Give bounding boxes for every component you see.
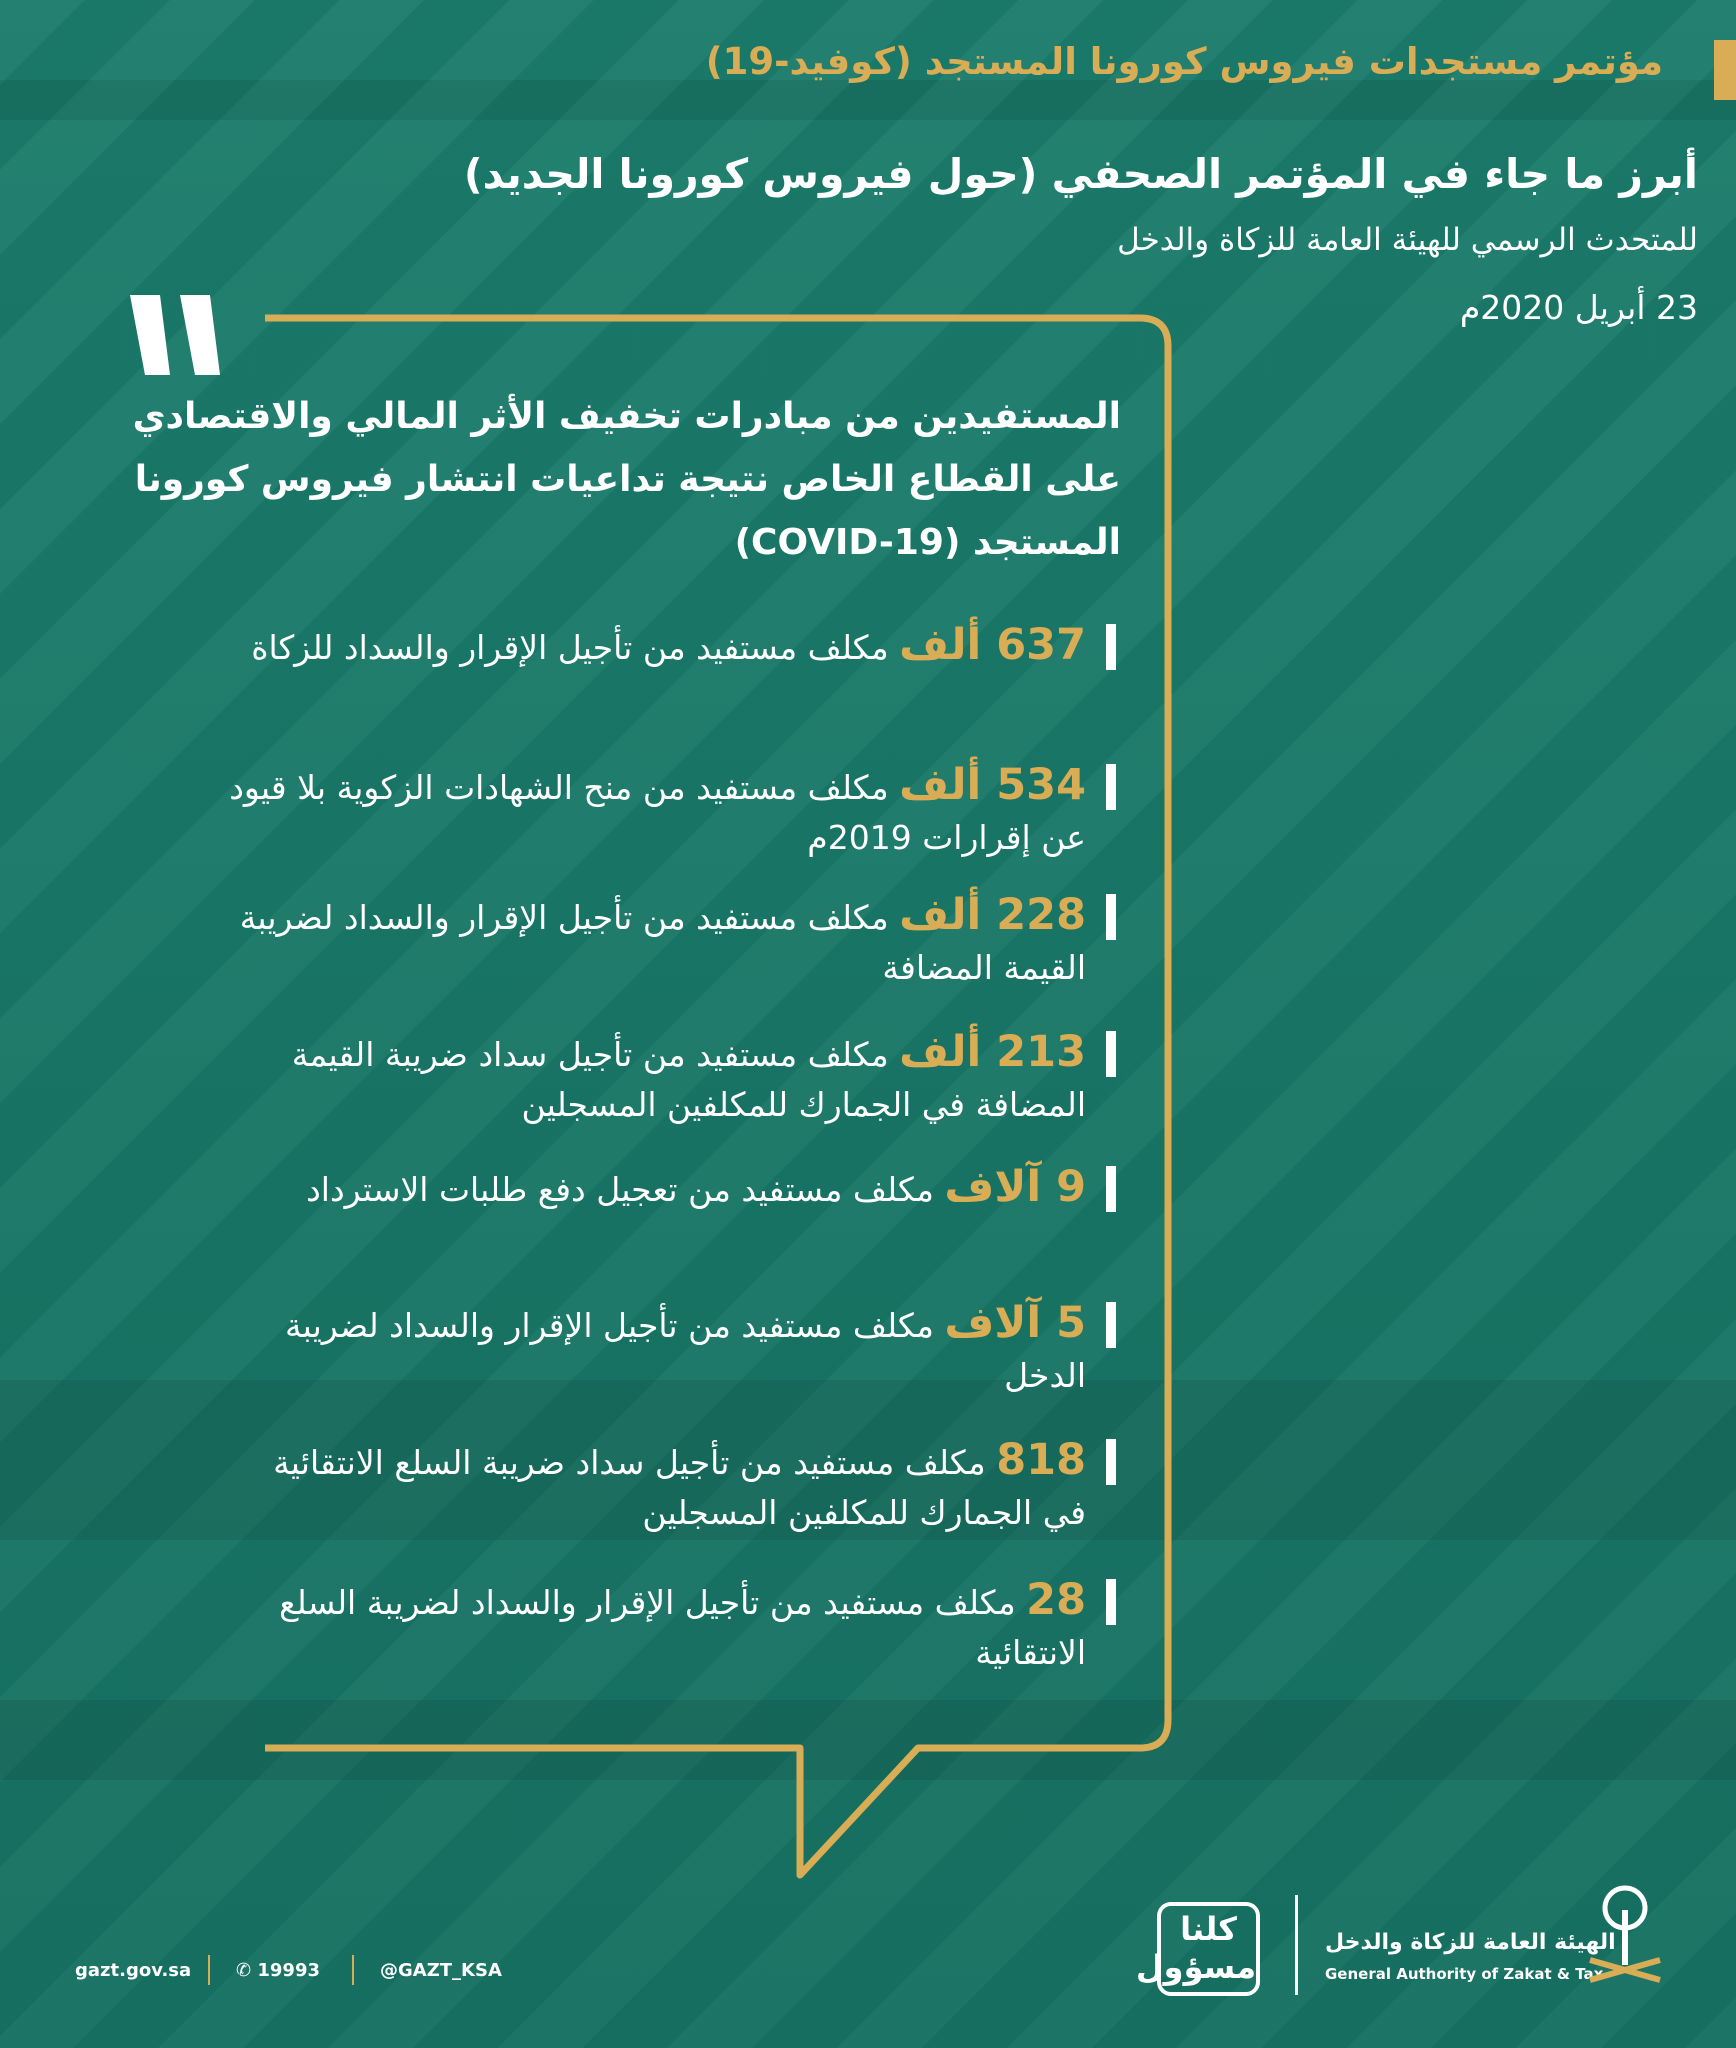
phone-number [236, 1960, 320, 1981]
org-name-arabic: الهيئة العامة للزكاة والدخل [1325, 1930, 1616, 1955]
org-name-english: General Authority of Zakat & Tax [1325, 1965, 1604, 1983]
campaign-logo [1135, 1902, 1260, 1996]
stat-text: مكلف مستفيد من منح الشهادات الزكوية بلا قيود عن إقرارات 2019م [229, 768, 1086, 857]
date: 23 أبريل 2020م [1459, 288, 1698, 327]
stat-number: 818 [996, 1435, 1086, 1485]
stat-bar [1106, 1166, 1116, 1212]
quote-icon [110, 280, 230, 390]
page-subtitle: أبرز ما جاء في المؤتمر الصحفي (حول فيروس كورونا الجديد) [463, 150, 1698, 198]
stat-text: مكلف مستفيد من تأجيل الإقرار والسداد لضريبة القيمة المضافة [239, 898, 1086, 987]
background-band [0, 80, 1736, 120]
palm-swords-logo-icon [1580, 1880, 1670, 1990]
stat-bar [1106, 1439, 1116, 1485]
stat-item [226, 1435, 1116, 1538]
stat-number: 637 ألف [899, 620, 1086, 670]
stat-bar [1106, 1579, 1116, 1625]
stat-item [226, 1298, 1116, 1401]
stat-number: 213 ألف [899, 1027, 1086, 1077]
stat-text: مكلف مستفيد من تأجيل سداد ضريبة السلع الانتقائية في الجمارك للمكلفين المسجلين [273, 1443, 1086, 1532]
campaign-line1: كلنا [1180, 1910, 1237, 1948]
header-accent-bar [1714, 40, 1736, 100]
stat-text: مكلف مستفيد من تأجيل الإقرار والسداد للزكاة [251, 628, 889, 667]
intro-text: المستفيدين من مبادرات تخفيف الأثر المالي والاقتصادي على القطاع الخاص نتيجة تداعيات انتشار فيروس كورونا المستجد (COVID-19) [132, 396, 1121, 563]
stat-number: 9 آلاف [944, 1162, 1086, 1212]
footer-separator [352, 1955, 354, 1985]
footer-separator [208, 1955, 210, 1985]
stat-text: مكلف مستفيد من تأجيل سداد ضريبة القيمة المضافة في الجمارك للمكلفين المسجلين [291, 1035, 1086, 1124]
stat-bar [1106, 894, 1116, 940]
stat-item [226, 1575, 1116, 1678]
logo-divider [1295, 1895, 1298, 1995]
stat-item [226, 760, 1116, 863]
stat-item [226, 1162, 1116, 1215]
stat-text: مكلف مستفيد من تعجيل دفع طلبات الاسترداد [306, 1170, 934, 1209]
stat-text: مكلف مستفيد من تأجيل الإقرار والسداد لضريبة الدخل [284, 1306, 1086, 1395]
phone-text: 19993 [257, 1960, 320, 1981]
stat-item [226, 1027, 1116, 1130]
stat-number: 28 [1026, 1575, 1086, 1625]
stat-bar [1106, 764, 1116, 810]
phone-icon: ✆ [236, 1960, 252, 1981]
background-band [0, 1700, 1736, 1780]
header-title: مؤتمر مستجدات فيروس كورونا المستجد (كوفيد-19) [705, 40, 1663, 83]
stat-item [226, 620, 1116, 673]
stat-number: 228 ألف [899, 890, 1086, 940]
campaign-line2: مسؤول [1135, 1948, 1256, 1986]
stat-number: 534 ألف [899, 760, 1086, 810]
stat-bar [1106, 1031, 1116, 1077]
speaker-line: للمتحدث الرسمي للهيئة العامة للزكاة والدخل [1117, 222, 1698, 258]
twitter-handle[interactable]: @GAZT_KSA [380, 1960, 502, 1981]
stat-item [226, 890, 1116, 993]
stat-bar [1106, 624, 1116, 670]
stat-bar [1106, 1302, 1116, 1348]
stat-number: 5 آلاف [944, 1298, 1086, 1348]
stat-text: مكلف مستفيد من تأجيل الإقرار والسداد لضريبة السلع الانتقائية [279, 1583, 1086, 1672]
website-link[interactable]: gazt.gov.sa [75, 1960, 192, 1981]
